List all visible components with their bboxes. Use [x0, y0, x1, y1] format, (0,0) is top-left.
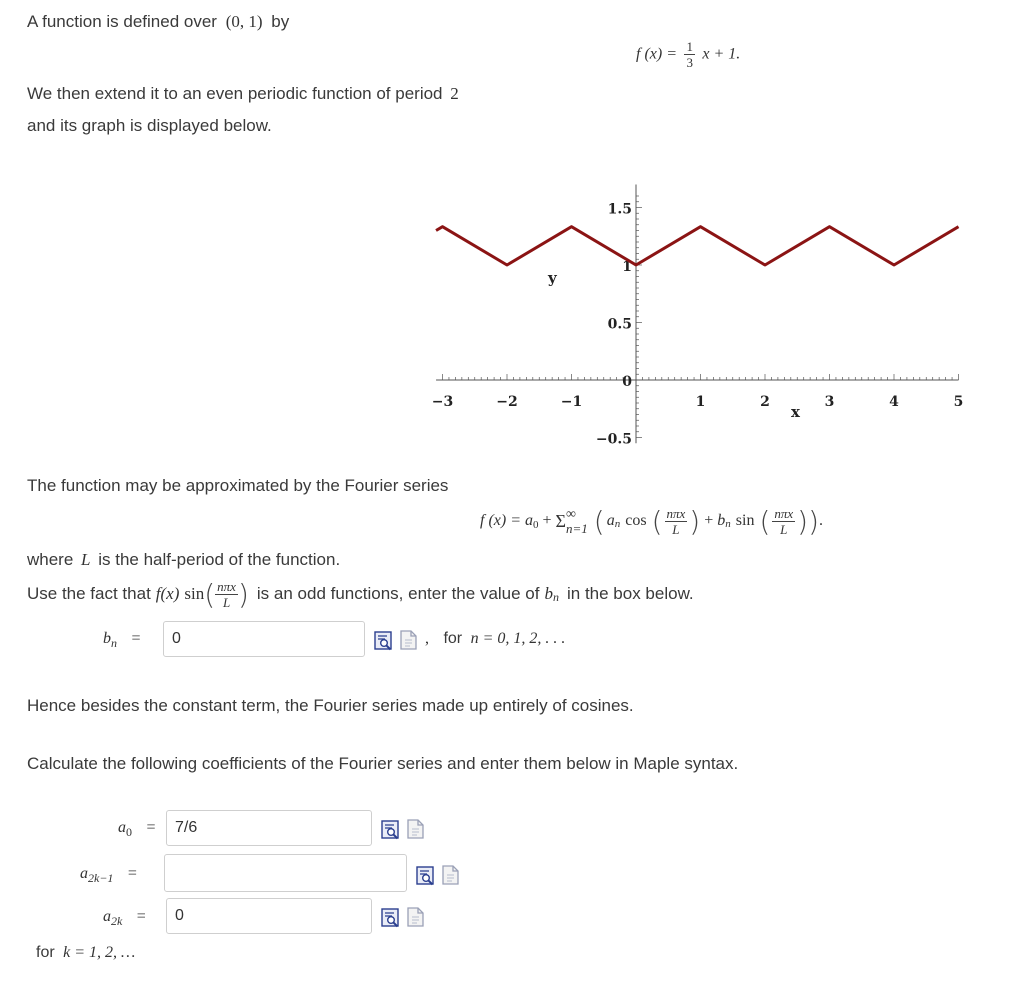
- intro-by: by: [271, 12, 290, 31]
- formula-plus: +: [542, 512, 552, 529]
- extend-line-2: and its graph is displayed below.: [27, 116, 272, 135]
- preview-icon[interactable]: [373, 629, 395, 651]
- open-paren: (: [593, 504, 605, 538]
- x-tick-label: 4: [889, 394, 899, 410]
- series-line: [436, 227, 958, 265]
- where-L: L: [81, 550, 91, 569]
- frac-denominator: L: [780, 521, 788, 537]
- odd-text: Use the fact that: [27, 584, 151, 603]
- intro-text: A function is defined over: [27, 12, 217, 31]
- a0-letter: a: [118, 819, 126, 836]
- fx-tail: x + 1.: [702, 45, 741, 63]
- where-line: [27, 550, 340, 570]
- interval: (0, 1): [225, 12, 263, 31]
- frac-denominator: 3: [686, 55, 693, 70]
- preview-icon[interactable]: [380, 818, 402, 840]
- x-axis-label: x: [791, 403, 800, 421]
- bn-label: [103, 630, 140, 651]
- bn-for: for: [443, 630, 463, 647]
- x-tick-label: −2: [496, 394, 518, 410]
- k-for: for: [36, 944, 55, 961]
- sum-limits: [566, 508, 588, 535]
- fourier-intro: The function may be approximated by the Fourier series: [27, 476, 449, 495]
- close-paren: ): [797, 504, 809, 538]
- formula-end: .: [819, 512, 824, 529]
- x-tick-label: −3: [431, 394, 454, 410]
- y-tick-label: −0.5: [595, 431, 632, 448]
- a0-input[interactable]: [166, 810, 372, 846]
- where-text-b: is the half-period of the function.: [98, 550, 341, 569]
- frac-numerator: 1: [686, 39, 693, 54]
- odd-bn-sub: n: [552, 590, 559, 604]
- frac-denominator: L: [672, 521, 680, 537]
- formula-bn-sub: n: [725, 518, 731, 530]
- formula-plus: +: [704, 512, 714, 529]
- a2k1-sub: 2k−1: [88, 871, 114, 886]
- open-paren: (: [651, 504, 663, 538]
- y-tick-label: 1: [622, 259, 632, 275]
- close-paren: ): [237, 577, 249, 611]
- x-tick-label: 1: [695, 394, 706, 410]
- x-tick-label: 2: [760, 394, 770, 410]
- odd-line: [27, 573, 694, 615]
- fx-label: f (x) =: [636, 45, 677, 63]
- formula-a0-sub: 0: [533, 519, 539, 531]
- bn-range-text: n = 0, 1, 2, . . .: [470, 630, 566, 647]
- fourier-formula: [480, 503, 823, 539]
- preview-icon[interactable]: [415, 864, 437, 886]
- extend-text: We then extend it to an even periodic function of period: [27, 84, 443, 103]
- graph-series: [436, 227, 959, 266]
- preview-icon[interactable]: [380, 906, 402, 928]
- x-tick-label: 3: [824, 394, 835, 410]
- odd-fx: f(x): [155, 584, 180, 603]
- a2k1-eq: =: [127, 865, 137, 882]
- formula-sin: sin: [735, 512, 755, 529]
- a0-label: [118, 819, 155, 840]
- bn-input[interactable]: [163, 621, 365, 657]
- maple-syntax-icon[interactable]: [405, 906, 427, 928]
- extend-line-1: [27, 84, 459, 104]
- frac-numerator: nπx: [666, 505, 686, 521]
- graph-ticks: [432, 196, 964, 448]
- bn-comma: ,: [425, 630, 429, 647]
- y-axis-label: y: [548, 269, 557, 287]
- y-tick-label: 0.5: [607, 316, 632, 333]
- maple-syntax-icon[interactable]: [405, 818, 427, 840]
- odd-bn: b: [544, 584, 553, 603]
- y-tick-label: 0: [622, 374, 632, 390]
- open-paren: (: [759, 504, 771, 538]
- function-definition: [636, 40, 740, 69]
- bn-eq: =: [131, 630, 141, 647]
- frac-denominator: L: [222, 594, 231, 610]
- a2k-sub: 2k: [111, 914, 123, 929]
- fraction-npx-l: [772, 507, 795, 536]
- calc-text: Calculate the following coefficients of the Fourier series and enter them below in Maple syntax.: [27, 754, 739, 773]
- close-paren: ): [689, 504, 701, 538]
- close-paren: ): [808, 504, 820, 538]
- formula-cos: cos: [625, 512, 647, 529]
- bn-letter: b: [103, 630, 111, 647]
- a2k1-label: [80, 865, 137, 886]
- frac-numerator: nπx: [774, 505, 794, 521]
- a2k-letter: a: [103, 908, 111, 925]
- fraction-npx-l: [665, 507, 688, 536]
- k-range: [36, 944, 135, 962]
- formula-lhs: f (x) = a: [480, 512, 533, 529]
- formula-an-sub: n: [614, 518, 621, 530]
- a2k1-letter: a: [80, 865, 88, 882]
- hence-text: Hence besides the constant term, the Fourier series made up entirely of cosines.: [27, 696, 634, 715]
- a2k-label: [103, 908, 146, 929]
- odd-text-b: is an odd functions, enter the value of: [256, 584, 540, 603]
- sum-sigma: Σ: [555, 510, 567, 531]
- x-tick-label: 5: [953, 394, 964, 410]
- intro-line: [27, 12, 289, 32]
- maple-syntax-icon[interactable]: [440, 864, 462, 886]
- odd-text-c: in the box below.: [566, 584, 694, 603]
- period-value: 2: [450, 84, 459, 103]
- odd-sin: sin: [184, 584, 205, 603]
- where-text: where: [27, 550, 74, 569]
- a2k-eq: =: [136, 908, 146, 925]
- y-tick-label: 1.5: [607, 201, 632, 218]
- fraction-one-third: [684, 40, 695, 69]
- formula-bn: b: [717, 512, 726, 529]
- function-graph: [400, 165, 1000, 450]
- sum-lower: n=1: [566, 520, 588, 536]
- formula-an: a: [606, 512, 615, 529]
- bn-sub: n: [111, 636, 117, 651]
- a2k1-input[interactable]: [164, 854, 407, 892]
- a2k-input[interactable]: [166, 898, 372, 934]
- x-tick-label: −1: [560, 394, 583, 410]
- open-paren: (: [204, 577, 216, 611]
- maple-syntax-icon[interactable]: [398, 629, 420, 651]
- a0-eq: =: [146, 819, 156, 836]
- k-range-text: k = 1, 2, …: [63, 944, 136, 961]
- bn-range: [425, 630, 565, 648]
- frac-numerator: nπx: [217, 578, 236, 594]
- sum-upper: ∞: [566, 506, 576, 522]
- fraction-npx-l: [215, 580, 238, 609]
- a0-sub: 0: [126, 825, 132, 840]
